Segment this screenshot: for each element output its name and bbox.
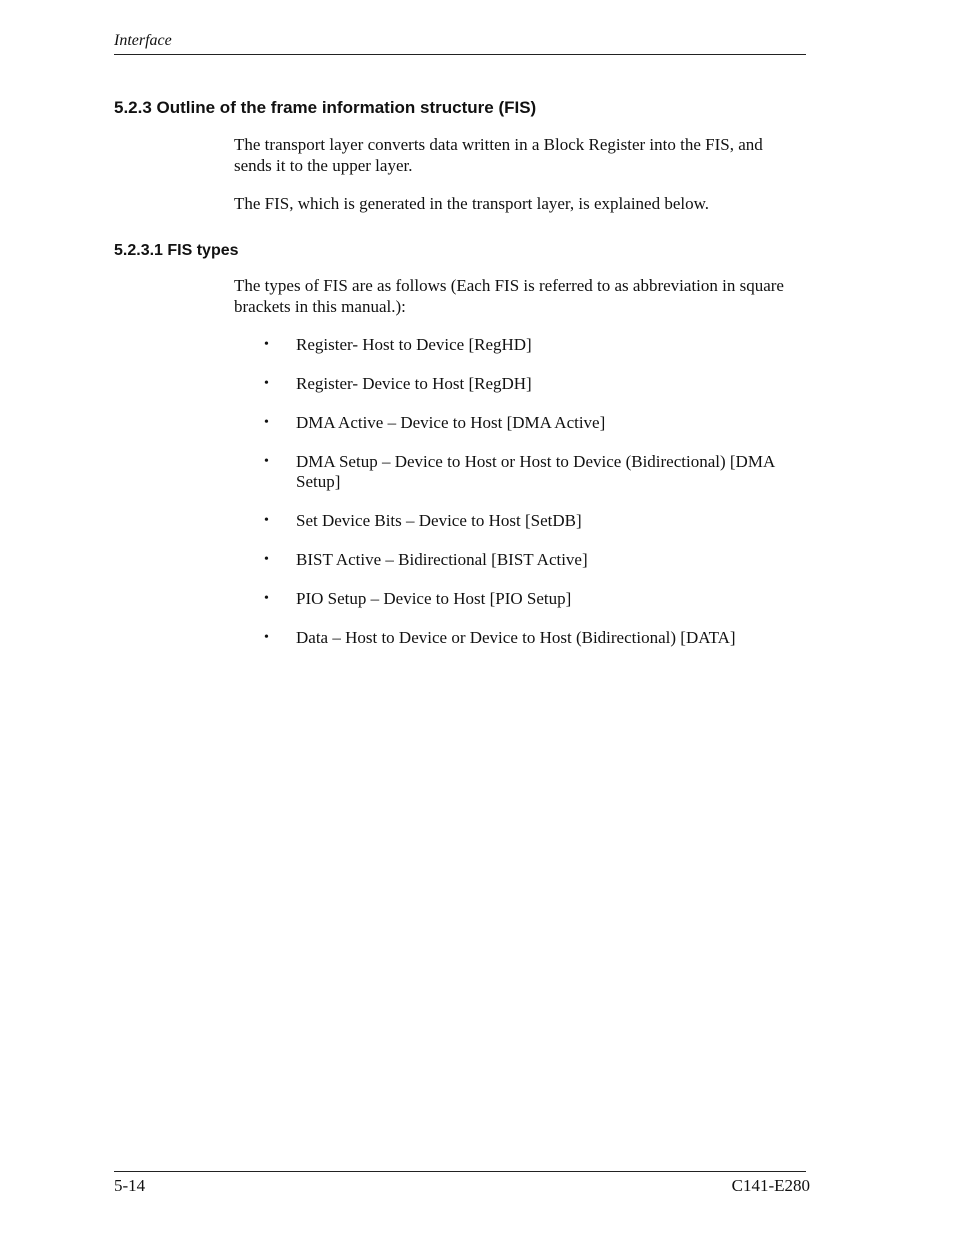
list-item-text: Register- Host to Device [RegHD]: [296, 335, 532, 354]
list-item-text: DMA Setup – Device to Host or Host to Device (Bidirectional) [DMA Setup]: [296, 452, 775, 491]
list-item: [264, 335, 804, 355]
document-code: C141-E280: [731, 1176, 810, 1195]
list-item: [264, 589, 804, 609]
bullet-icon: •: [264, 591, 269, 606]
list-item-text: Set Device Bits – Device to Host [SetDB]: [296, 511, 582, 530]
list-item: [264, 374, 804, 394]
list-item: [264, 511, 804, 531]
bullet-icon: •: [264, 337, 269, 352]
list-item-text: DMA Active – Device to Host [DMA Active]: [296, 413, 606, 432]
list-item: [264, 628, 804, 648]
list-item-text: BIST Active – Bidirectional [BIST Active]: [296, 550, 588, 569]
page-number: 5-14: [114, 1176, 146, 1195]
list-item-text: Register- Device to Host [RegDH]: [296, 374, 532, 393]
subsection-intro: The types of FIS are as follows (Each FIS is referred to as abbreviation in square brackets in this manual.):: [234, 276, 784, 316]
fis-types-list: [264, 335, 804, 667]
bullet-icon: •: [264, 513, 269, 528]
section-heading: 5.2.3 Outline of the frame information structure (FIS): [114, 98, 537, 117]
section-paragraph-2: The FIS, which is generated in the transport layer, is explained below.: [234, 194, 710, 213]
chapter-title: Interface: [114, 32, 172, 49]
list-item: [264, 413, 804, 433]
bullet-icon: •: [264, 552, 269, 567]
bullet-icon: •: [264, 415, 269, 430]
list-item: [264, 452, 804, 492]
list-item-text: Data – Host to Device or Device to Host (Bidirectional) [DATA]: [296, 628, 736, 647]
section-paragraph-1: The transport layer converts data written in a Block Register into the FIS, and sends it to the upper layer.: [234, 135, 763, 175]
bullet-icon: •: [264, 454, 269, 469]
page-footer: [114, 1171, 810, 1195]
list-item: [264, 550, 804, 570]
list-item-text: PIO Setup – Device to Host [PIO Setup]: [296, 589, 572, 608]
bullet-icon: •: [264, 630, 269, 645]
page-header: [114, 30, 806, 55]
bullet-icon: •: [264, 376, 269, 391]
subsection-heading: 5.2.3.1 FIS types: [114, 242, 239, 259]
